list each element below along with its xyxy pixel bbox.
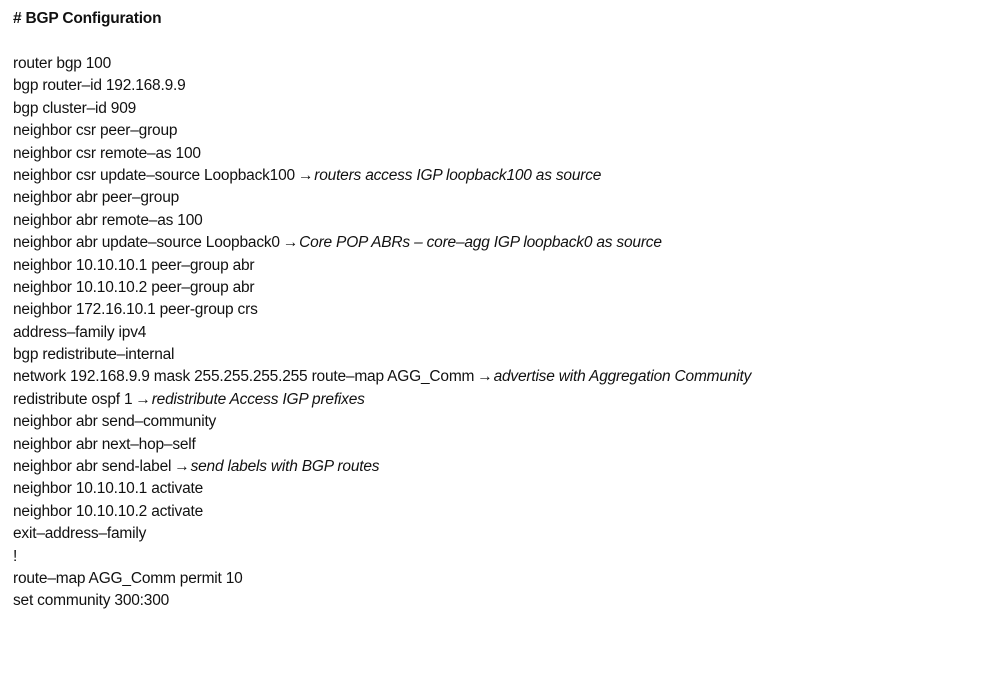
config-line [13,568,963,590]
config-line [13,366,963,388]
config-command: neighbor abr send–community [13,413,217,431]
config-line [13,411,963,433]
document-title: # BGP Configuration [13,10,162,27]
config-line [13,120,963,142]
config-line [13,344,963,366]
config-line [13,255,963,277]
config-command: neighbor csr update–source Loopback100 [13,166,295,184]
config-annotation: advertise with Aggregation Community [493,368,752,386]
config-command: ! [13,547,18,565]
config-line [13,232,963,254]
arrow-right-icon: → [174,458,190,476]
config-command: network 192.168.9.9 mask 255.255.255.255 route–map AGG_Comm [13,368,475,386]
config-lines [13,53,963,613]
config-command: address–family ipv4 [13,323,147,341]
arrow-right-icon: → [282,234,299,252]
config-command: redistribute ospf 1 [13,390,133,408]
config-line [13,143,963,165]
config-line [13,546,963,568]
config-line [13,590,963,612]
config-command: route–map AGG_Comm permit 10 [13,569,243,587]
config-command: neighbor 10.10.10.2 peer–group abr [13,278,255,296]
arrow-right-icon: → [297,166,314,184]
config-line [13,478,963,500]
config-line [13,299,963,321]
blank-line [13,30,963,53]
config-command: neighbor abr update–source Loopback0 [13,234,280,252]
config-command: neighbor abr send-label [13,458,172,476]
config-command: neighbor csr remote–as 100 [13,144,201,162]
config-command: neighbor 10.10.10.2 activate [13,502,204,520]
config-annotation: Core POP ABRs – core–agg IGP loopback0 as source [299,234,662,252]
config-command: neighbor abr remote–as 100 [13,211,203,229]
config-command: set community 300:300 [13,592,170,610]
config-command: neighbor 10.10.10.1 activate [13,480,204,498]
config-line [13,277,963,299]
config-command: neighbor abr peer–group [13,189,180,207]
config-command: neighbor abr next–hop–self [13,435,196,453]
arrow-right-icon: → [135,390,151,408]
config-command: neighbor csr peer–group [13,122,178,140]
config-line [13,322,963,344]
config-annotation: send labels with BGP routes [190,458,380,476]
config-command: router bgp 100 [13,55,112,72]
config-line [13,53,963,75]
config-line [13,187,963,209]
config-line [13,210,963,232]
config-command: neighbor 172.16.10.1 peer-group crs [13,301,258,319]
config-line [13,165,963,187]
config-line [13,434,963,456]
config-line [13,501,963,523]
config-line [13,75,963,97]
config-command: bgp cluster–id 909 [13,99,137,117]
arrow-right-icon: → [477,368,493,386]
config-command: bgp redistribute–internal [13,346,175,364]
config-annotation: routers access IGP loopback100 as source [314,166,602,184]
config-command: neighbor 10.10.10.1 peer–group abr [13,256,255,274]
config-line [13,98,963,120]
config-line [13,523,963,545]
config-line [13,456,963,478]
config-line [13,389,963,411]
config-command: exit–address–family [13,525,147,543]
document-body [13,8,963,613]
config-command: bgp router–id 192.168.9.9 [13,77,186,95]
config-annotation: redistribute Access IGP prefixes [151,390,365,408]
